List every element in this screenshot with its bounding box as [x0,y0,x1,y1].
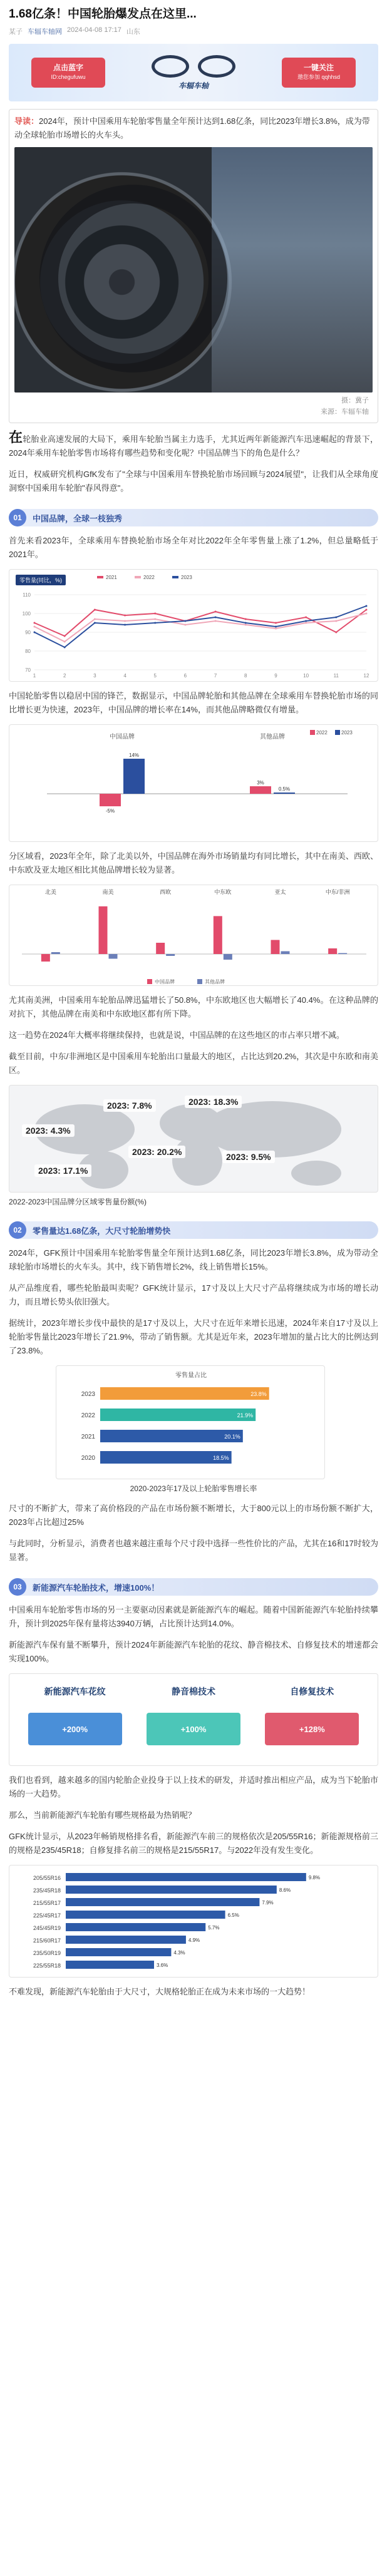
category-label: 中东欧 [214,889,232,895]
category-label: 2022 [81,1412,95,1419]
photo-tire-rings [39,185,227,372]
data-point [335,617,337,618]
bar [156,943,165,954]
category-label: 其他品牌 [260,734,285,741]
data-point [64,647,66,649]
map-label-region: 2023: 4.3% [22,1124,75,1137]
category-label: 中东/非洲 [325,889,350,895]
data-point [94,609,96,611]
category-label: 南美 [102,889,114,895]
x-tick-label: 8 [244,673,247,679]
data-point [305,622,307,624]
legend-swatch [197,979,202,984]
category-label: 225/55R18 [33,1963,61,1969]
x-tick-label: 5 [153,673,157,679]
legend-label: 2023 [181,575,192,580]
data-point [94,618,96,620]
feature-growth-figure [9,1673,378,1766]
data-label: 3% [257,780,264,786]
map-landmass [291,1161,341,1186]
data-point [124,620,126,622]
bar [66,1911,225,1919]
bar [66,1936,186,1944]
bar [109,954,118,959]
bar [66,1873,306,1881]
data-point [34,632,36,634]
click-blue-text-button[interactable] [31,58,105,88]
data-point [366,613,368,615]
data-point [154,622,156,624]
location: 山东 [126,28,140,36]
y-tick-label: 100 [22,611,31,617]
data-label: -5% [105,808,115,814]
chart-title: 零售量占比 [175,1372,207,1379]
section-number: 02 [9,1221,26,1239]
bar [41,954,50,962]
lead-label: 导读： [14,116,39,126]
data-point [275,628,277,630]
photo-credit: 摄：冀子 [341,397,369,404]
category-label: 西欧 [160,889,172,895]
article-title: 1.68亿条！中国轮胎爆发点在这里... [9,8,197,21]
data-point [124,615,126,617]
size-chart-caption: 2020-2023年17及以上轮胎零售增长率 [130,1484,257,1493]
paragraph: 中国乘用车轮胎零售市场的另一主要驱动因素就是新能源汽车的崛起。随着中国新能源汽车轮胎持续攀升，预计到2025年保有量将达3940万辆，占比预计达到14.0%。 [9,1605,378,1628]
paragraph: 尺寸的不断扩大，带来了高价格段的产品在市场份额不断增长，大于800元以上的市场份额不断扩大，2023年占比超过25% [9,1504,378,1527]
category-label: 2020 [81,1455,95,1462]
data-label: 18.5% [213,1455,229,1461]
category-label: 2023 [81,1391,95,1398]
brand-bar-chart [9,725,378,842]
legend-swatch [335,730,340,735]
tire-icons [152,55,235,78]
brand-bar-chart-figure [9,724,378,842]
feature-value-box: +200% [28,1713,122,1745]
category-label: 北美 [44,889,56,895]
author-name: 某子 [9,28,23,36]
bar [224,954,232,960]
intro-paragraph-1 [9,431,378,460]
bar [66,1898,259,1906]
map-label-region: 2023: 9.5% [222,1151,275,1163]
category-label: 2021 [81,1434,95,1440]
line-chart-figure [9,569,378,682]
brand-logo-text: 车辐车轴 [178,81,209,90]
data-point [245,618,247,620]
section-title: 中国品牌，全球一枝独秀 [33,513,123,523]
legend-swatch [172,576,178,578]
follow-button[interactable] [282,58,356,88]
x-tick-label: 3 [93,673,96,679]
category-label: 235/50R19 [33,1950,61,1956]
feature-value-box: +128% [265,1713,359,1745]
section-header-03 [9,1578,378,1596]
legend-swatch [310,730,315,735]
map-label-region: 2023: 7.8% [103,1099,156,1112]
paragraph: 2024年，GFK预计中国乘用车轮胎零售量全年预计达到1.68亿条，同比2023年增长3.8%，成为带动全球轮胎市场增长的火车头。其中，线下销售增长2%，线上销售增长15%。 [9,1248,378,1271]
bar [100,1387,269,1400]
feature-row [9,1674,378,1757]
data-point [154,618,156,620]
section-number: 03 [9,1578,26,1596]
legend-label: 其他品牌 [205,979,225,985]
data-point [64,635,66,637]
series-line [34,613,366,642]
paragraph: 新能源汽车保有量不断攀升，预计2024年新能源汽车轮胎的花纹、静音棉技术、自修复技术的增速都会实现100%。 [9,1640,378,1663]
x-tick-label: 4 [123,673,126,679]
category-label: 205/55R16 [33,1875,61,1881]
category-label: 215/55R17 [33,1900,61,1906]
legend-label: 中国品牌 [155,979,175,985]
banner-left-sub: ID:chegufuwu [51,74,86,80]
size-bar-chart-figure [56,1365,325,1479]
data-label: 14% [128,752,140,758]
data-point [305,620,307,622]
bar [214,916,222,954]
data-point [34,626,36,628]
bar [100,1409,255,1421]
category-label: 中国品牌 [110,734,135,741]
data-point [335,632,337,634]
article-meta [9,26,378,36]
bar [66,1948,171,1956]
follow-banner [9,44,378,101]
data-point [275,626,277,628]
photo-caption [14,395,373,418]
section-number: 01 [9,509,26,526]
x-tick-label: 1 [33,673,36,679]
x-tick-label: 2 [63,673,66,679]
category-label: 245/45R19 [33,1925,61,1931]
feature-item [28,1685,122,1745]
data-label: 0.5% [278,786,291,792]
category-label: 亚太 [274,889,286,895]
bar [51,952,60,954]
data-label: 6.5% [227,1912,239,1918]
data-point [215,611,217,613]
section-header-02 [9,1221,378,1239]
data-label: 4.9% [188,1937,200,1943]
paragraph: 尤其南美洲，中国乘用车轮胎品牌迅猛增长了50.8%，中东欧地区也大幅增长了40.4%。在这种品牌的对抗下，其他品牌在南美和中东欧地区都有所下降。 [9,995,378,1019]
feature-item [147,1685,240,1745]
chart-tag: 零售量(同比，%) [16,575,66,585]
paragraph: 与此同时，分析显示，消费者也越来越注重每个尺寸段中选择一些性价比的产品，尤其在16和17时较为显著。 [9,1539,378,1562]
bar [328,948,337,954]
map-label-region: 2023: 18.3% [185,1096,242,1108]
data-point [366,609,368,611]
data-point [34,622,36,624]
data-point [184,620,186,622]
feature-item [265,1685,359,1745]
bar [338,953,347,955]
data-point [366,605,368,607]
data-label: 21.9% [237,1412,254,1419]
intro-text-1: 轮胎业高速发展的大局下，乘用车轮胎当属主力选手，尤其近两年新能源汽车迅速崛起的背景下，2024年乘用车轮胎零售市场将有哪些趋势和变化呢？中国品牌当下的角色是什么？ [9,434,378,458]
data-label: 8.6% [279,1887,291,1893]
bar [274,793,295,794]
bar [66,1886,277,1894]
bar [281,952,290,955]
data-label: 20.1% [224,1434,240,1440]
legend-swatch [147,979,152,984]
banner-right-title: 一键关注 [303,63,334,72]
x-tick-label: 10 [303,673,309,679]
data-point [215,620,217,622]
x-tick-label: 7 [214,673,217,679]
feature-title: 新能源汽车花纹 [44,1686,106,1696]
map-label-region: 2023: 20.2% [128,1146,185,1158]
article-page [0,6,387,1999]
banner-left-title: 点击蓝字 [53,63,83,72]
lead-box [9,109,378,423]
paragraph: 这一趋势在2024年大概率将继续保持，也就是说，中国品牌的在这些地区的市占率只增不减。 [9,1030,344,1040]
data-point [215,617,217,618]
category-label: 225/45R17 [33,1912,61,1919]
data-point [64,641,66,643]
paragraph: 据统计，2023年增长步伐中最快的是17寸及以上，大尺寸在近年来增长迅速，2024年来自17寸及以上轮胎零售量比2023年增长了21.9%，带动了销售额。尤其是近年来，2023年增加的量占比大的比例达到了23.8%。 [9,1318,378,1355]
line-chart [9,570,378,682]
banner-logo [137,53,250,92]
lead-text [14,115,373,142]
bar [99,906,108,954]
paragraph: 那么，当前新能源汽车轮胎有哪些规格最为热销呢？ [9,1810,197,1820]
data-label: 4.3% [173,1950,185,1956]
tire-icon [198,55,235,78]
data-label: 7.9% [262,1900,274,1906]
x-tick-label: 6 [183,673,187,679]
feature-title: 静音棉技术 [171,1686,215,1696]
section-title: 零售量达1.68亿条，大尺寸轮胎增势快 [33,1226,171,1236]
data-point [245,624,247,626]
feature-title: 自修复技术 [290,1686,334,1696]
legend-label: 2022 [143,575,155,580]
paragraph: GFK统计显示，从2023年畅销规格排名看，新能源汽车前三的规格依次是205/55R16；新能源规格前三的规格是235/45R18；自修复排名前三的规格是215/55R17。与2022年没有发生变化。 [9,1832,378,1855]
spec-bar-chart [9,1865,378,1978]
paragraph: 从产品维度看，哪些轮胎最叫卖呢？GFK统计显示，17寸及以上大尺寸产品将继续成为市场的增长动力，而且增长势头依旧强大。 [9,1283,378,1306]
data-point [305,617,307,618]
paragraph: 我们也看到，越来越多的国内轮胎企业投身于以上技术的研发，并适时推出相应产品，成为当下轮胎市场的一大趋势。 [9,1775,378,1799]
hero-photo [14,147,373,393]
closing-paragraph: 不难发现，新能源汽车轮胎由于大尺寸，大规格轮胎正在成为未来市场的一大趋势！ [9,1987,311,1996]
bar [166,954,175,956]
section-header-01 [9,509,378,526]
feature-value-box: +100% [147,1713,240,1745]
photo-light [212,147,373,393]
data-label: 9.8% [308,1875,321,1881]
data-point [124,624,126,626]
section-title: 新能源汽车轮胎技术，增速100%！ [33,1583,160,1593]
map-landmass [204,1101,341,1157]
photo-source: 来源：车辐车轴 [321,408,369,416]
bar [100,1451,232,1464]
map-caption: 2022-2023中国品牌分区域零售量份额(%) [9,1198,147,1206]
legend-label: 2021 [106,575,117,580]
data-point [275,622,277,624]
bar [123,759,145,794]
spec-bar-chart-figure [9,1865,378,1978]
x-tick-label: 12 [363,673,369,679]
legend-swatch [97,576,103,578]
data-point [154,613,156,615]
x-tick-label: 11 [333,673,339,679]
legend-swatch [135,576,141,578]
region-bar-chart-figure [9,885,378,986]
category-label: 215/60R17 [33,1937,61,1944]
map-label-region: 2023: 17.1% [34,1164,91,1177]
lead-body: 2024年，预计中国乘用车轮胎零售量全年预计达到1.68亿条，同比2023年增长3.8%，成为带动全球轮胎市场增长的火车头。 [14,116,370,140]
x-tick-label: 9 [274,673,277,679]
bar [271,940,280,955]
tire-icon [152,55,189,78]
publish-time: 2024-04-08 17:17 [67,26,121,34]
drop-cap: 在 [9,429,23,445]
account-link[interactable]: 车辐车轴网 [28,28,62,36]
bar [100,1430,243,1442]
category-label: 235/45R18 [33,1887,61,1894]
data-label: 23.8% [250,1391,267,1397]
banner-right-sub: 邀您参加 qqhhsd [297,74,341,80]
bar [250,786,271,794]
paragraph: 首先来看2023年，全球乘用车替换轮胎市场全年对比2022年全年零售量上涨了1.2%，但总量略低于2021年。 [9,536,378,559]
y-tick-label: 70 [25,667,31,673]
bar [66,1961,154,1969]
bar [66,1923,205,1931]
bar [100,794,121,806]
size-bar-chart [56,1366,325,1479]
paragraph: 中国轮胎零售以稳居中国的锋芒，数据显示，中国品牌轮胎和其他品牌在全球乘用车替换轮胎市场的同比增长更为快速，2023年，中国品牌的增长率在14%，而其他品牌略微仅有增量。 [9,691,378,714]
data-label: 5.7% [208,1925,220,1931]
y-tick-label: 80 [25,649,31,654]
region-bar-chart [9,885,378,986]
paragraph: 分区域看，2023年全年，除了北美以外，中国品牌在海外市场销量均有同比增长，其中在南美、西欧、中东欧及亚太地区相比其他品牌增长较为显著。 [9,851,378,875]
world-map-figure [9,1085,378,1193]
y-tick-label: 90 [25,630,31,635]
data-label: 3.6% [157,1963,168,1968]
y-tick-label: 110 [23,592,31,598]
data-point [335,620,337,622]
data-point [184,624,186,626]
legend-label: 2023 [341,730,353,736]
data-point [94,622,96,624]
legend-label: 2022 [316,730,328,736]
paragraph: 截至目前，中东/非洲地区是中国乘用车轮胎出口量最大的地区，占比达到20.2%，其次是中东欧和南美区。 [9,1052,378,1075]
data-point [245,622,247,624]
intro-paragraph-2: 近日，权威研究机构GfK发布了"全球与中国乘用车替换轮胎市场回顾与2024展望"，让我们从全球角度洞察中国乘用车轮胎"春风得意"。 [9,470,378,493]
